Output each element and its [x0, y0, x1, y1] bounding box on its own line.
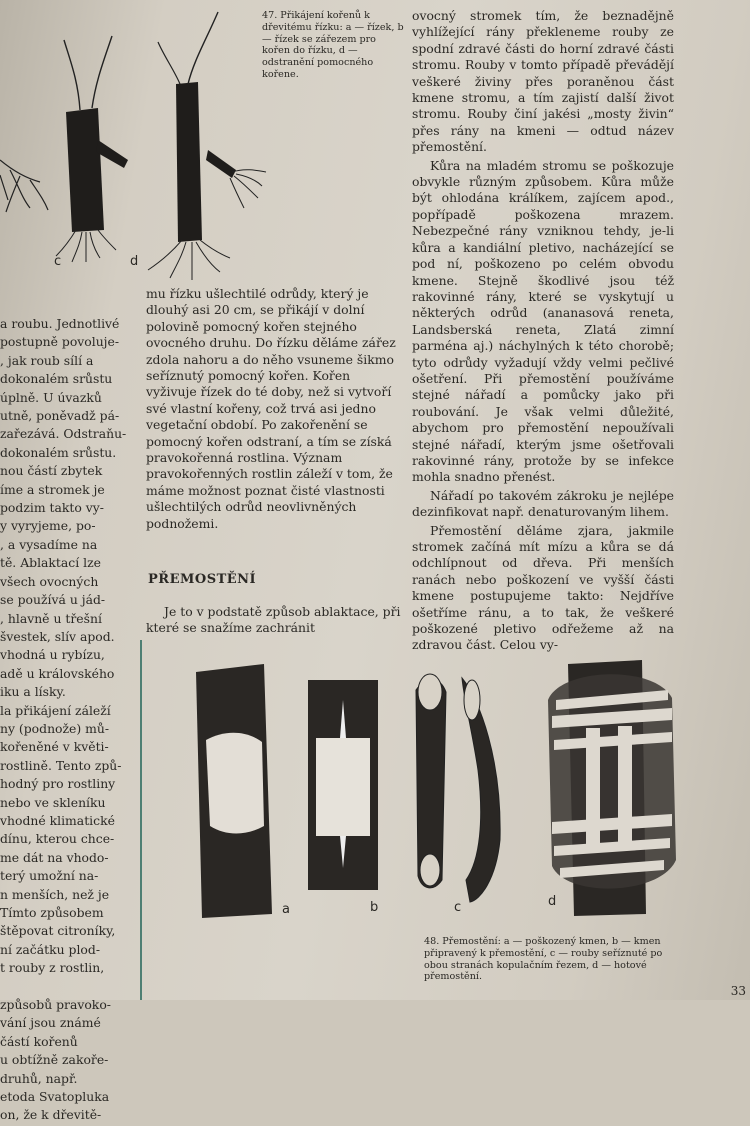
column-1-line: [0, 979, 132, 995]
column-2-paragraph: mu řízku ušlechtilé odrůdy, který je dlouhý asi 20 cm, se přikájí v dolní polovině pomocný kořen stejného ovocného druhu. Do řízku děláme zářez zdola nahoru a do něho vsuneme šikmo seříznutý pomocný kořen. Kořen vyživuje řízek do té doby, než si vytvoří své vlastní kořeny, což trvá asi jedno vegetační období. Po zakořenění se pomocný kořen odstraní, a tím se získá pravokořenná rostlina. Význam pravokořenných rostlin záleží v tom, že máme možnost poznat čisté vlastnosti ušlechtilých odrůd neovlivněných podnožemi.: [146, 286, 396, 531]
column-1-line: rostlině. Tento způ-: [0, 757, 122, 773]
column-2: [146, 286, 396, 534]
figure48-caption: 48. Přemostění: a — poškozený kmen, b — kmen připravený k přemostění, c — rouby seříznuté po obou stranách kopulačním řezem, d — hotové přemostění.: [424, 936, 663, 983]
figure48-label-b: b: [370, 900, 379, 915]
column-1-line: druhů, např.: [0, 1070, 78, 1086]
section-intro-paragraph: Je to v podstatě způsob ablaktace, při které se snažíme zachránit: [146, 604, 401, 636]
column-1-line: nou částí zbytek: [0, 463, 103, 479]
column-1-line: postupně povoluje-: [0, 334, 120, 350]
column-3-paragraph-3: Nářadí po takovém zákroku je nejlépe dezinfikovat např. denaturovaným lihem.: [412, 487, 674, 520]
column-1-line: se používá u jád-: [0, 592, 106, 608]
column-1: [0, 316, 132, 1126]
column-1-line: adě u královského: [0, 665, 115, 681]
column-1-line: iku a lísky.: [0, 684, 66, 700]
figure47-label-c: c: [54, 254, 62, 269]
column-1-line: vhodné klimatické: [0, 812, 115, 828]
column-3-paragraph-1: ovocný stromek tím, že beznadějně vyhlížející rány překleneme rouby ze spodní zdravé části do horní zdravé části stromu. Rouby v tomto případě převádějí veškeré živiny přes poraněnou část kmene stromu, a tím zajistí další život stromu. Rouby činí jakési „mosty živin“ přes rány na kmeni — odtud název přemostění.: [412, 8, 674, 155]
column-1-line: vání jsou známé: [0, 1015, 101, 1031]
column-1-line: vhodná u rybízu,: [0, 647, 105, 663]
figure47-caption: 47. Přikájení kořenů k dřevitému řízku: a — řízek, b — řízek se zářezem pro kořen do řízku, d — odstranění pomocného kořene.: [262, 10, 404, 80]
figure48-label-c: c: [454, 900, 462, 915]
column-1-line: švestek, slív apod.: [0, 628, 115, 644]
figure48-label-d: d: [548, 894, 557, 909]
column-1-line: úplně. U úvazků: [0, 389, 102, 405]
column-1-line: způsobů pravoko-: [0, 997, 111, 1013]
figure48-drawing-d: [548, 660, 676, 916]
column-1-line: terý umožní na-: [0, 868, 99, 884]
figure48-drawing-b: [308, 680, 378, 890]
column-1-line: podzim takto vy-: [0, 500, 104, 516]
column-3-paragraph-4: Přemostění děláme zjara, jakmile stromek začíná mít mízu a kůra se dá odchlípnout od dřeva. Při menších ranách nebo poškození ve vyšší části kmene postupujeme takto: Nejdříve ošetříme ránu, a to tak, že veškeré poškozené pletivo odřežeme až na zdravou část. Celou vy-: [412, 522, 674, 653]
column-1-line: etoda Svatopluka: [0, 1089, 110, 1105]
figure48-drawing-c: [416, 674, 500, 902]
column-1-line: t rouby z rostlin,: [0, 960, 105, 976]
column-1-line: nebo ve skleníku: [0, 794, 106, 810]
column-1-line: dokonalém srůstu.: [0, 444, 117, 460]
figure48-drawing-a: [196, 664, 272, 918]
figure47-root-fragment: [0, 160, 48, 212]
column-1-line: částí kořenů: [0, 1033, 78, 1049]
section-intro: [146, 604, 402, 637]
column-1-line: a roubu. Jednotlivé: [0, 316, 120, 331]
column-3: [412, 8, 674, 656]
column-1-line: dokonalém srůstu: [0, 371, 113, 387]
figure47-drawing-c: [56, 36, 128, 262]
column-1-line: y vyryjeme, po-: [0, 518, 96, 534]
figure47-drawing-d: [148, 12, 266, 280]
section-heading: PŘEMOSTĚNÍ: [148, 572, 257, 587]
column-1-line: hodný pro rostliny: [0, 776, 116, 792]
column-1-line: kořeněné v květi-: [0, 739, 109, 755]
column-1-line: n menších, než je: [0, 886, 110, 902]
column-1-line: me dát na vhodo-: [0, 849, 109, 865]
column-1-line: , hlavně u třešní: [0, 610, 102, 626]
figure48-label-a: a: [282, 902, 290, 917]
column-1-line: štěpovat citroníky,: [0, 923, 116, 939]
margin-rule: [140, 640, 142, 1000]
column-1-line: tě. Ablaktací lze: [0, 555, 101, 571]
column-1-line: utně, poněvadž pá-: [0, 408, 120, 424]
column-1-line: íme a stromek je: [0, 481, 105, 497]
column-1-line: , jak roub sílí a: [0, 352, 94, 368]
column-1-line: všech ovocných: [0, 573, 99, 589]
column-1-line: u obtížně zakoře-: [0, 1052, 109, 1068]
page-number: 33: [730, 984, 746, 998]
column-1-line: ní začátku plod-: [0, 941, 101, 957]
column-1-line: on, že k dřevitě-: [0, 1107, 102, 1123]
column-1-line: la přikájení záleží: [0, 702, 111, 718]
column-1-line: Tímto způsobem: [0, 905, 104, 920]
column-1-line: zařezává. Odstraňu-: [0, 426, 127, 442]
column-3-paragraph-2: Kůra na mladém stromu se poškozuje obvykle různým způsobem. Kůra může být ohlodána králíkem, zajícem apod., popřípadě poškozena mrazem. Nebezpečné rány vzniknou tehdy, je-li kůra a kandiální pletivo, nacházející se pod ní, poškozeno po celém obvodu kmene. Stejně škodlivé jsou též rakovinné rány, které se vyskytují u některých odrůd (ananasová reneta, Landsberská reneta, Zlatá zimní parména aj.) náchylných k této chorobě; tyto odrůdy vyžadují vždy velmi pečlivé ošetření. Při přemostění používáme stejné nářadí a pomůcky jako při roubování. Je však velmi důležité, abychom pro přemostění nepoužívali stejné nářadí, kterým jsme ošetřovali rakovinné rány, protože by se infekce mohla snadno přenést.: [412, 157, 674, 485]
column-1-line: dínu, kterou chce-: [0, 831, 115, 847]
column-1-line: ny (podnože) mů-: [0, 720, 110, 736]
figure47-label-d: d: [130, 254, 139, 269]
column-1-line: , a vysadíme na: [0, 536, 98, 552]
